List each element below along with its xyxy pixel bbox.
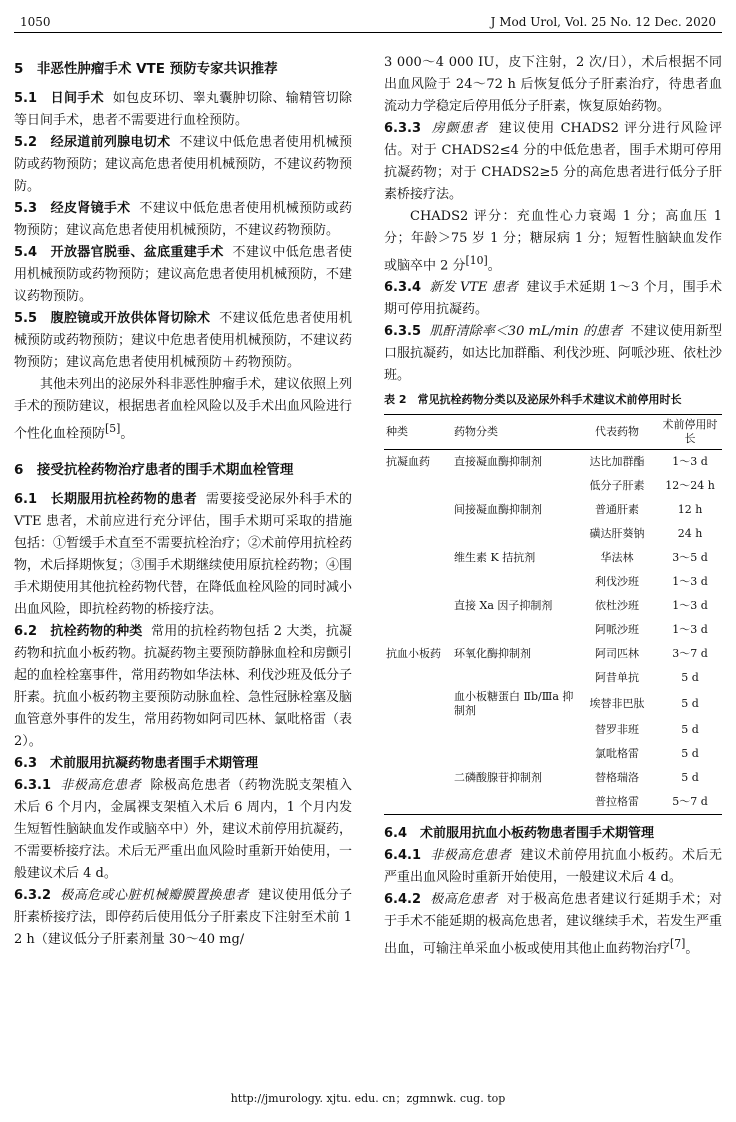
cell-category [384,522,452,546]
cell-drug: 氯吡格雷 [595,747,639,761]
para-6-3-4 [384,277,722,321]
heading-5-5: 5.5 腹腔镜或开放供体肾切除术 [14,311,211,326]
text-6-4-2: 对于极高危患者建议行延期手术；对于手术不能延期的极高危患者，建议继续手术，若发生严重出血，可输注单采血小板或使用其他止血药物治疗 [384,892,723,957]
cell-stop-time: 5 d [681,747,699,761]
table-row [384,790,722,815]
subhead-6-3-5: 肌酐清除率＜30 mL/min 的患者 [429,324,623,340]
table-row [384,718,722,742]
cell-drug-class [452,474,576,498]
heading-6-3: 6.3 术前服用抗凝药物患者围手术期管理 [14,756,259,772]
cell-drug: 普拉格雷 [576,790,658,815]
cell-drug: 磺达肝葵钠 [589,527,645,541]
cell-category [384,790,452,815]
heading-6-4-1: 6.4.1 [384,848,422,864]
heading-6-3-1: 6.3.1 [14,778,52,794]
table-header-row [384,415,722,450]
cell-drug-class [452,666,576,690]
cell-stop-time: 1～3 d [672,599,708,613]
cell-category [384,766,452,790]
heading-5-4: 5.4 开放器官脱垂、盆底重建手术 [14,245,224,260]
cell-drug: 低分子肝素 [589,479,645,493]
text-6-4-1: 建议术前停用抗血小板药。术后无严重出血风险时重新开始使用，一般建议术后 4 d。 [384,848,722,886]
citation-ref: [10] [465,254,488,267]
para-other-surgeries [14,374,352,445]
table-row [384,498,722,522]
col-header-category: 种类 [384,415,452,450]
heading-6-3-4: 6.3.4 [384,280,422,296]
text-5-5: 不建议低危患者使用机械预防或药物预防；建议中危患者使用机械预防，不建议药物预防；建议高危患者使用机械预防＋药物预防。 [14,311,353,370]
cell-stop-time: 1～3 d [672,623,708,637]
cell-drug-class [452,618,576,642]
col-header-drug: 代表药物 [576,415,658,450]
para-6-3-3 [384,118,722,206]
text-chads2: CHADS2 评分：充血性心力衰竭 1 分；高血压 1 分；年龄＞75 岁 1 分；糖尿病 1 分；短暂性脑缺血发作或脑卒中 2 分 [384,209,722,274]
text-5-3: 不建议中低危患者使用机械预防或药物预防；建议高危患者使用机械预防，不建议药物预防。 [14,201,353,238]
cell-category [384,618,452,642]
cell-stop-time: 12～24 h [665,479,715,493]
cell-drug-class: 间接凝血酶抑制剂 [454,503,542,517]
table-row [384,450,722,475]
cell-category [384,718,452,742]
text-6-3-5: 不建议使用新型口服抗凝药，如达比加群酯、利伐沙班、阿哌沙班、依杜沙班。 [384,324,723,384]
heading-5-3: 5.3 经皮肾镜手术 [14,201,131,216]
subhead-6-3-2: 极高危或心脏机械瓣膜置换患者 [60,888,249,904]
text-other: 其他未列出的泌尿外科非恶性肿瘤手术，建议依照上列手术的预防建议，根据患者血栓风险以及手术出血风险进行个性化血栓预防 [14,377,353,442]
para-5-2 [14,132,352,198]
heading-6-1: 6.1 长期服用抗栓药物的患者 [14,492,198,508]
cell-drug: 利伐沙班 [595,575,639,589]
table-row [384,474,722,498]
cell-category [384,594,452,618]
cell-stop-time: 5 d [681,697,699,711]
col-header-drug-class: 药物分类 [452,415,576,450]
cell-stop-time: 5 d [681,771,699,785]
period: 。 [120,426,134,442]
cell-stop-time: 24 h [677,527,703,541]
cell-stop-time: 3～5 d [672,551,708,565]
para-5-5 [14,308,352,374]
table-row [384,570,722,594]
cell-category [384,666,452,690]
para-6-3-5 [384,321,722,387]
subhead-6-4-1: 非极高危患者 [430,848,512,864]
table-row [384,766,722,790]
table-row [384,522,722,546]
cell-category [384,498,452,522]
table-row [384,690,722,718]
subhead-6-3-4: 新发 VTE 患者 [429,280,519,296]
cell-category: 抗血小板药 [386,647,441,661]
cell-drug: 阿哌沙班 [595,623,639,637]
table-caption: 表 2 常见抗栓药物分类以及泌尿外科手术建议术前停用时长 [384,393,682,407]
cell-category [384,570,452,594]
para-continued: 3 000～4 000 IU，皮下注射，2 次/日），术后根据不同出血风险于 24～72 h 后恢复低分子肝素治疗，待患者血流动力学稳定后停用低分子肝素，恢复原始药物。 [384,55,722,114]
table-row [384,642,722,666]
table-row [384,666,722,690]
cell-stop-time: 5 d [681,671,699,685]
cell-drug-class [452,718,576,742]
subhead-6-3-1: 非极高危患者 [60,778,142,794]
citation-ref: [5] [105,422,121,435]
subhead-6-3-3: 房颤患者 [431,121,489,136]
cell-stop-time: 1～3 d [672,455,708,469]
table-row [384,618,722,642]
cell-drug: 依杜沙班 [595,599,639,613]
cell-stop-time: 5 d [681,723,699,737]
cell-drug: 替罗非班 [595,723,639,737]
citation-ref: [7] [670,937,686,951]
cell-drug: 普通肝素 [595,503,639,517]
left-column [14,52,352,951]
para-6-1 [14,489,352,621]
table-body [384,450,722,815]
cell-drug: 华法林 [600,551,634,565]
heading-6-3-3: 6.3.3 [384,121,422,136]
footer-url: http://jmurology. xjtu. edu. cn；zgmnwk. cug. top [230,1092,506,1105]
table-row [384,742,722,766]
cell-drug: 埃替非巴肽 [589,697,645,711]
page-number: 1050 [20,15,51,29]
heading-6-2: 6.2 抗栓药物的种类 [14,624,143,640]
cell-category [384,742,452,766]
heading-6-3-2: 6.3.2 [14,888,52,904]
text-6-1: 需要接受泌尿外科手术的 VTE 患者，术前应进行充分评估，围手术期可采取的措施包括：①暂缓手术直至不需要抗栓治疗；②术前停用抗栓药物，术后择期恢复；③围手术期继续使用原抗栓药物；④围手术期使用其他抗栓药物代替，在降低血栓风险的同时减小出血风险，即抗栓药物的桥接疗法。 [14,492,353,618]
running-header [14,14,722,33]
cell-drug-class [452,570,576,594]
cell-drug-class: 环氧化酶抑制剂 [454,647,531,661]
cell-drug-class: 直接凝血酶抑制剂 [454,455,542,469]
heading-6-4: 6.4 术前服用抗血小板药物患者围手术期管理 [384,826,655,842]
para-6-3-2 [14,885,352,951]
text-5-1: 如包皮环切、睾丸囊肿切除、输精管切除等日间手术，患者不需要进行血栓预防。 [14,91,352,128]
para-6-2 [14,621,352,753]
cell-stop-time: 1～3 d [672,575,708,589]
cell-stop-time: 5～7 d [658,790,722,815]
right-column [384,52,722,961]
table-row [384,546,722,570]
cell-category [384,474,452,498]
cell-drug: 阿司匹林 [595,647,639,661]
cell-drug-class [452,790,576,815]
para-chads2 [384,206,722,277]
para-6-4-2 [384,889,722,960]
para-6-3-1 [14,775,352,885]
col-header-stop-time: 术前停用时长 [658,415,722,450]
cell-category [384,690,452,718]
journal-citation: J Mod Urol, Vol. 25 No. 12 Dec. 2020 [490,15,716,29]
cell-drug-class [452,742,576,766]
cell-drug: 替格瑞洛 [595,771,639,785]
section-5-title: 5 非恶性肿瘤手术 VTE 预防专家共识推荐 [14,61,278,77]
text-5-2: 不建议中低危患者使用机械预防或药物预防；建议高危患者使用机械预防，不建议药物预防。 [14,135,353,194]
cell-drug-class: 二磷酸腺苷抑制剂 [454,771,542,785]
cell-stop-time: 3～7 d [672,647,708,661]
cell-category [384,546,452,570]
para-5-3 [14,198,352,242]
cell-drug-class: 维生素 K 拮抗剂 [454,551,536,565]
text-6-3-2: 建议使用低分子肝素桥接疗法，即停药后使用低分子肝素皮下注射至术前 12 h（建议低分子肝素剂量 30～40 mg/ [14,888,352,948]
para-6-4-1 [384,845,722,889]
cell-category: 抗凝血药 [386,455,430,469]
heading-6-3-5: 6.3.5 [384,324,422,340]
text-6-3-3: 建议使用 CHADS2 评分进行风险评估。对于 CHADS2≤4 分的中低危患者，围手术期可停用抗凝药物；对于 CHADS2≥5 分的高危患者进行低分子肝素桥接疗法。 [384,121,723,202]
period: 。 [685,941,699,957]
text-5-4: 不建议中低危患者使用机械预防或药物预防；建议高危患者使用机械预防，不建议药物预防。 [14,245,353,304]
cell-stop-time: 12 h [677,503,703,517]
section-6-title: 6 接受抗栓药物治疗患者的围手术期血栓管理 [14,462,294,479]
heading-5-2: 5.2 经尿道前列腺电切术 [14,135,171,150]
text-6-3-4: 建议手术延期 1～3 个月，围手术期可停用抗凝药。 [384,280,723,318]
para-5-1 [14,88,352,132]
table-row [384,594,722,618]
subhead-6-4-2: 极高危患者 [430,892,498,908]
heading-6-4-2: 6.4.2 [384,892,422,908]
antithrombotic-table [384,414,722,815]
text-6-2: 常用的抗栓药物包括 2 大类，抗凝药物和抗血小板药物。抗凝药物主要预防静脉血栓和房颤引起的血栓栓塞事件，常用药物如华法林、利伐沙班及低分子肝素。抗血小板药物主要预防动脉血栓、急性冠脉栓塞及脑血管意外事件的发生，常用药物如阿司匹林、氯吡格雷（表 2）。 [14,624,353,750]
cell-drug-class [452,522,576,546]
heading-5-1: 5.1 日间手术 [14,91,104,106]
cell-drug: 阿昔单抗 [595,671,639,685]
cell-drug: 达比加群酯 [589,455,645,469]
period: 。 [487,258,501,274]
text-6-3-1: 除极高危患者（药物洗脱支架植入术后 6 个月内，金属裸支架植入术后 6 周内，1 个月内发生短暂性脑缺血发作或脑卒中）外，建议术前停用抗凝药，不需要桥接疗法。术后无严重出血风险时重新开始使用，一般建议术后 4 d。 [14,778,353,882]
cell-drug-class: 血小板糖蛋白 Ⅱb/Ⅲa 抑制剂 [454,690,574,718]
para-5-4 [14,242,352,308]
cell-drug-class: 直接 Xa 因子抑制剂 [454,599,553,613]
